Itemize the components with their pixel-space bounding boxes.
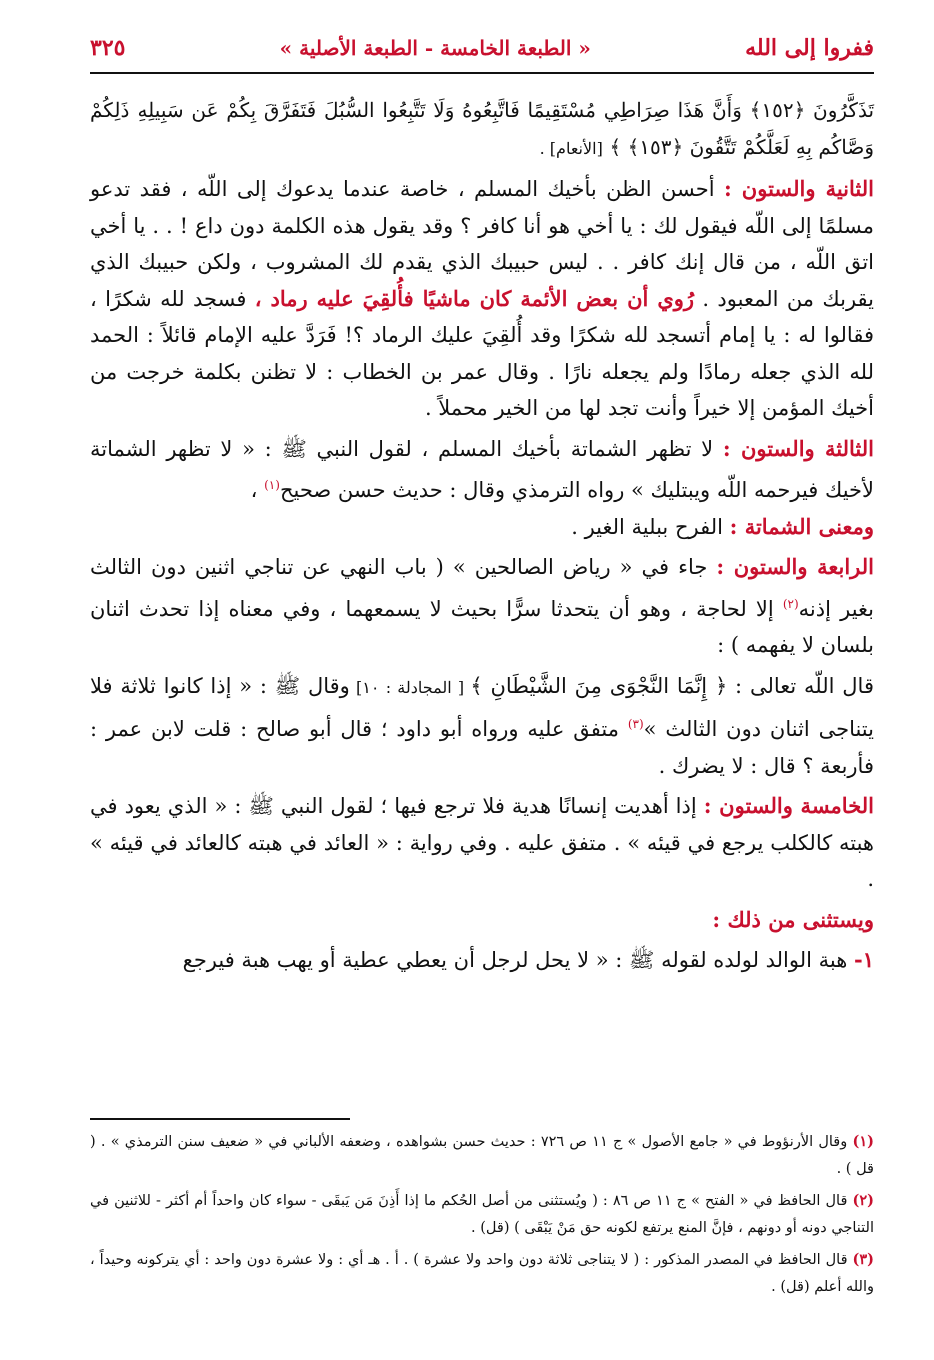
footnote-1-number: (١) [852,1133,874,1150]
paragraph-64-quote-c: متفق عليه ورواه أبو داود ؛ قال أبو صالح : قلت لابن عمر : فأربعة ؟ قال : لا يضرك . [90,717,874,778]
page-header [90,30,874,66]
exception-heading-row [90,902,874,939]
header-divider [90,72,874,74]
footnote-divider [90,1118,350,1120]
footnote-ref-3[interactable]: (٣) [627,717,644,731]
paragraph-62-highlight: رُوي أن بعض الأئمة كان ماشيًا فأُلقِيَ عليه رماد ، [254,285,695,311]
item-1-text: هبة الوالد لولده لقوله ﷺ : « لا يحل لرجل أن يعطي عطية أو يهب هبة فيرجع [182,948,854,972]
paragraph-63-end: ، [250,478,265,502]
paragraph-62-text-b: فسجد لله شكرًا ، فقالوا له : يا إمام أتسجد لله شكرًا وقد أُلقِيَ عليك الرماد ؟! فَرَدَّ عليه الإمام قائلاً : الحمد لله الذي جعله رمادًا ولم يجعله نارًا . وقال عمر بن الخطاب : لا تظنن بكلمة خرجت من أخيك المؤمن إلا خيراً وأنت تجد لها من الخير محملاً . [90,286,874,420]
footnote-3 [90,1246,874,1301]
paragraph-62 [90,171,874,427]
paragraph-63 [90,431,874,546]
footnote-3-number: (٣) [852,1251,874,1268]
heading-63: الثالثة والستون : [722,435,874,461]
page-body [90,92,874,983]
paragraph-64-quote-b: وقال ﷺ : « إذا كانوا ثلاثة فلا يتناجى اثنان دون الثالث » [90,673,874,741]
paragraph-64 [90,549,874,664]
exception-heading: ويستثنى من ذلك : [712,906,874,932]
footnote-2-number: (٢) [852,1192,874,1209]
footnote-ref-2[interactable]: (٢) [782,596,799,611]
page-number: ٣٢٥ [90,35,126,61]
footnote-1 [90,1128,874,1183]
footnote-2 [90,1187,874,1242]
exception-item-1 [90,942,874,979]
footnotes [90,1128,874,1305]
paragraph-64-text-b: إلا لحاجة ، وهو أن يتحدثا سرًّا بحيث لا يسمعهما ، وفي معناه إذا تحدث اثنان بلسان لا يفهمه ) : [90,596,874,657]
paragraph-64-quote-source: [ المجادلة : ١٠] [349,677,471,697]
book-title: ففروا إلى الله [745,35,874,61]
heading-62: الثانية والستون : [724,176,874,201]
verse-line-1: تَذَكَّرُونَ ﴿١٥٢﴾ وَأَنَّ هَذَا صِرَاطِي مُسْتَقِيمًا فَاتَّبِعُوهُ وَلَا تَتَّبِعُوا السُّبُلَ فَتَفَرَّقَ بِكُمْ عَن سَبِيلِهِ [137,98,875,122]
footnote-1-text: وقال الأرنؤوط في « جامع الأصول » ج ١١ ص ٧٢٦ : حديث حسن بشواهده ، وضعفه الألباني في « ضعيف سنن الترمذي » . ( قل ) . [90,1134,874,1177]
paragraph-65 [90,788,874,898]
footnote-2-text: قال الحافظ في « الفتح » ج ١١ ص ٨٦ : ( ويُستثنى من أصل الحُكم ما إذا أَذِنَ مَن يَبقَى - سواء كان واحداً أم أكثر - للاثنين في التناجي دونه أو دونهم ، فإنَّ المنع يرتفع لكونه حق مَنْ يَبْقَى ) (قل) . [90,1193,874,1236]
footnote-3-text: قال الحافظ في المصدر المذكور : ( لا يتناجى ثلاثة دون واحد ولا عشرة ) . أ . هـ أي : ولا عشرة دون واحد : أي يتركونه وحيداً ، والله أعلم (قل) . [90,1252,874,1295]
heading-65: الخامسة والستون : [703,793,874,818]
edition-label: « الطبعة الخامسة - الطبعة الأصلية » [279,36,591,60]
shamata-heading: ومعنى الشماتة : [729,513,874,539]
verse-line-2: ذَلِكُمْ وَصَّاكُم بِهِ لَعَلَّكُمْ تَتَّقُونَ ﴿١٥٣﴾ ﴾ [90,98,874,159]
paragraph-62-text-a: أحسن الظن بأخيك المسلم ، خاصة عندما يدعوك إلى اللّه ، فقد تدعو مسلمًا إلى اللّه فيقول لك : يا أخي هو أنا كافر ؟ وقد يقول هذه الكلمة دون داع ! . . يا أخي اتق اللّه ، من قال إنك كافر . . ليس حبيبك الذي يقدم لك المشروب ، ولكن حبيبك الذي يقربك من المعبود . [90,177,874,311]
shamata-text: الفرح ببلية الغير . [571,514,730,539]
paragraph-63-text: لا تظهر الشماتة بأخيك المسلم ، لقول النبي ﷺ : « لا تظهر الشماتة لأخيك فيرحمه اللّه ويبتليك » رواه الترمذي وقال : حديث حسن صحيح [90,436,874,502]
paragraph-65-text: إذا أهديت إنسانًا هدية فلا ترجع فيها ؛ لقول النبي ﷺ : « الذي يعود في هبته كالكلب يرجع في قيئه » . متفق عليه . وفي رواية : « العائد في هبته كالعائد في قيئه » . [90,794,874,891]
paragraph-64-quote [90,668,874,785]
item-1-number: ١- [854,947,874,972]
paragraph-64-text-a: جاء في « رياض الصالحين » ( باب النهي عن تناجي اثنين دون الثالث بغير إذنه [90,555,875,621]
quran-verse [90,92,874,167]
footnote-ref-1[interactable]: (١) [264,478,280,492]
verse-source: [الأنعام] . [539,138,603,158]
heading-64: الرابعة والستون : [716,554,874,579]
paragraph-64-quote-a: قال اللّه تعالى : ﴿ إِنَّمَا النَّجْوَى مِنَ الشَّيْطَانِ ﴾ [470,673,874,698]
